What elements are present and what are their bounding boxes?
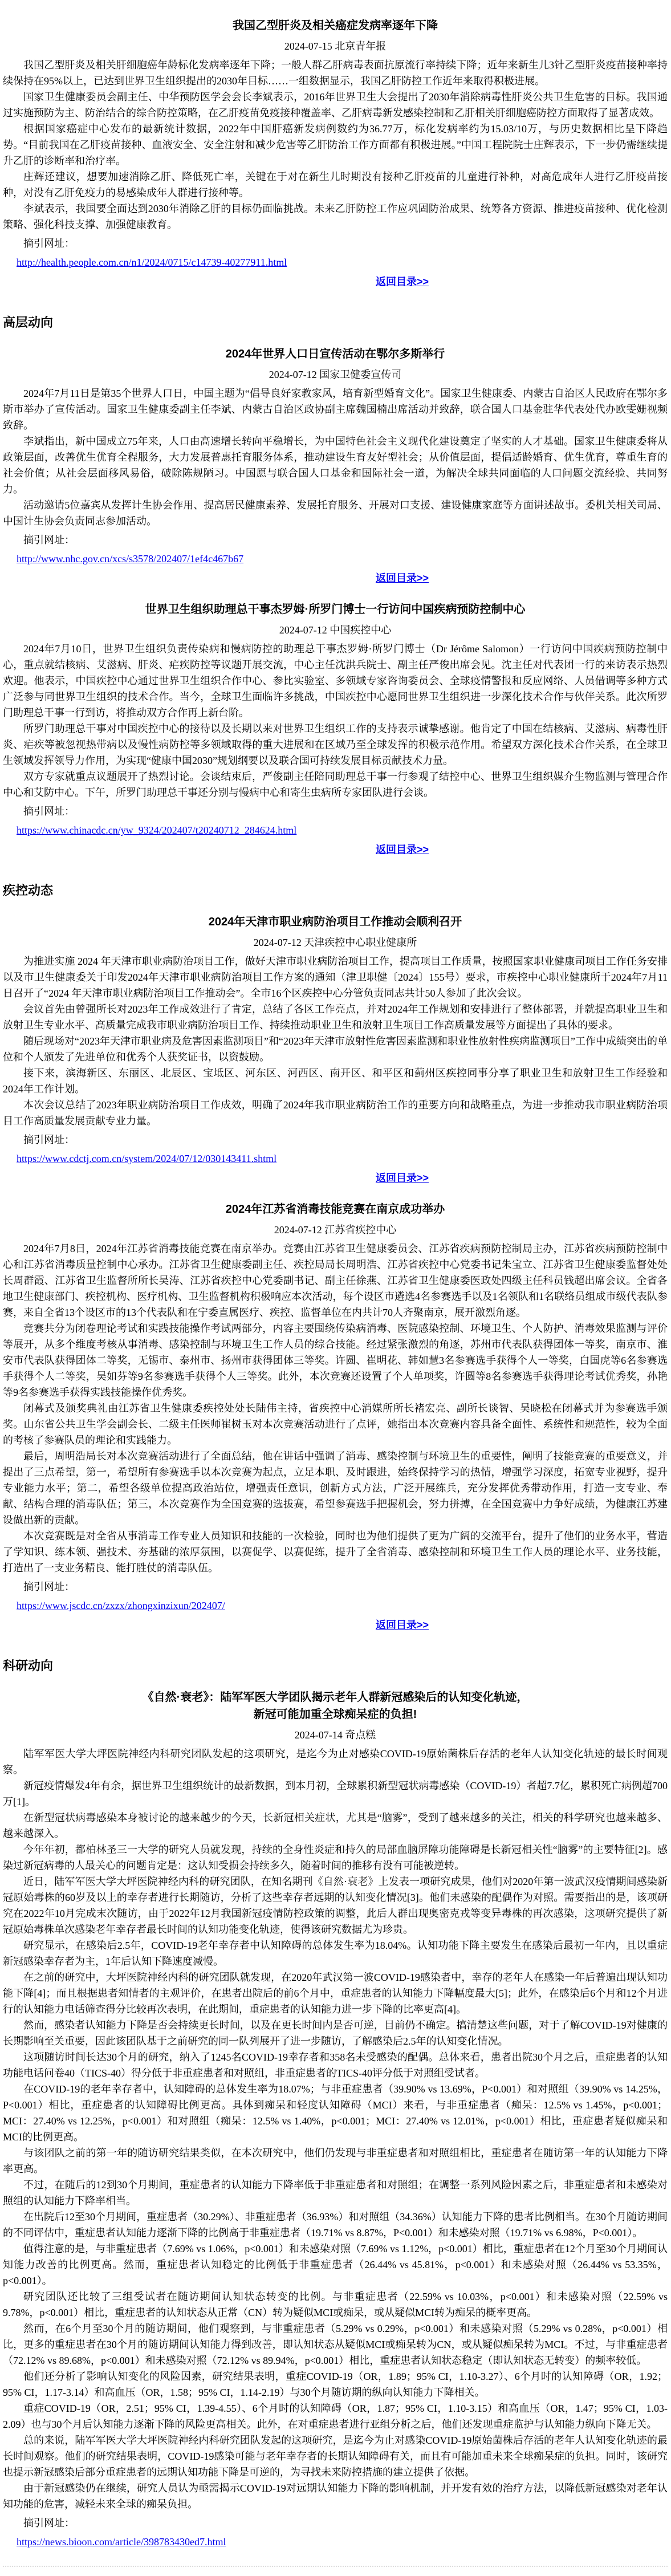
paragraph: 不过，在随后的12到30个月期间，重症患者的认知能力下降率低于非重症患者和对照组；在调整一系列风险因素之后，非重症患者和未感染对照组的认知能力下降率相当。	[3, 2179, 668, 2207]
article-body	[3, 57, 668, 233]
source-label: 摘引网址：	[23, 1134, 75, 1145]
article-title	[3, 1201, 668, 1218]
paragraph: 最后，周明浩局长对本次竞赛活动进行了全面总结，他在讲话中强调了消毒、感染控制与环境卫生的重要性，阐明了技能竞赛的重要意义，并提出了三点希望，第一，希望所有参赛选手以本次竞赛为起点，立足本职、及时跟进，始终保持学习的热情，增强学习深度，拓宽专业视野，提升专业能力水平；第二，希望各级单位提高政治站位，增强责任意识，创新方式方法，广泛开展练兵，充分发挥优秀带动作用，打造一支专业、奉献、结构合理的消毒队伍；第三，本次竞赛作为全国竞赛的选拔赛，希望参赛选手把握机会，努力拼搏，在全国竞赛中力争好成绩，为健康江苏建设做出新的贡献。	[3, 1450, 668, 1526]
article-date: 2024-07-12 中国疾控中心	[279, 624, 392, 636]
source-url-link[interactable]: http://health.people.com.cn/n1/2024/0715/c14739-40277911.html	[17, 257, 287, 268]
back-to-toc-line	[3, 274, 668, 290]
article	[3, 913, 668, 1186]
paragraph: 国家卫生健康委员会副主任、中华预防医学会会长李斌表示，2016年世界卫生大会提出了2030年消除病毒性肝炎公共卫生危害的目标。我国通过实施预防为主、防治结合的综合防控策略，在乙肝疫苗免疫接种覆盖率、乙肝病毒新发感染控制和乙肝相关肝细胞癌防控方面取得了显著成效。	[3, 91, 668, 119]
paragraph: 今年年初，都柏林圣三一大学的研究人员就发现，持续的全身性炎症和持久的局部血脑屏障功能障碍是长新冠相关性“脑雾”的主要特征[2]。感染过新冠病毒的人最关心的问题肯定是：这认知受损会持续多久，随着时间的推移有没有可能被逆转。	[3, 1844, 668, 1871]
paragraph: 为推进实施 2024 年天津市职业病防治项目工作，做好天津市职业病防治项目工作，提高项目工作质量，按照国家职业健康司项目工作任务安排以及市卫生健康委关于印发2024年天津市职业病防治项目工作方案的通知（津卫职健〔2024〕155号）要求，市疾控中心职业健康所于2024年7月11日召开了“2024 年天津市职业病防治项目工作推动会”。全市16个区疾控中心分管负责同志共计50人参加了此次会议。	[3, 956, 668, 999]
paragraph: 闭幕式及颁奖典礼由江苏省卫生健康委疾控处处长陆伟主持，省疾控中心消媒所所长褚宏亮、副所长谈智、吴晓松在闭幕式并为参赛选手颁奖。山东省公共卫生学会副会长、二级主任医师崔树玉对本次竞赛活动进行了点评，她指出本次竞赛内容具备全面性、系统性和规范性，较为全面的考核了参赛队员的理论和实践能力。	[3, 1403, 668, 1446]
article-title	[3, 346, 668, 363]
paragraph: 庄辉还建议，想要加速消除乙肝、降低死亡率，关键在于对在新生儿时期没有接种乙肝疫苗的儿童进行补种，对高危成年人进行乙肝疫苗接种，对没有乙肝免疫力的易感染成年人群进行接种等。	[3, 171, 668, 198]
source-url-link[interactable]: https://www.chinacdc.cn/yw_9324/202407/t20240712_284624.html	[17, 824, 297, 836]
source-url-link[interactable]: https://www.jscdc.cn/zxzx/zhongxinzixun/202407/	[17, 1600, 225, 1611]
section-header: 高层动向	[3, 315, 54, 330]
back-to-toc-link[interactable]: 返回目录>>	[375, 1172, 429, 1184]
article	[3, 346, 668, 586]
paragraph: 会议首先由曾强所长对2023年工作成效进行了肯定，总结了各区工作亮点，并对2024年工作规划和安排进行了整体部署，并就提高职业卫生和放射卫生专业水平、高质量完成我市职业病防治项目工作、持续推动职业卫生和放射卫生项目工作高质量发展等方面提出了具体的要求。	[3, 1003, 668, 1031]
source-url-line	[3, 2534, 668, 2550]
source-url-line	[3, 1151, 668, 1167]
article-title-line: 2024年世界人口日宣传活动在鄂尔多斯举行	[225, 348, 445, 360]
paragraph: 在之前的研究中，大坪医院神经内科的研究团队就发现，在2020年武汉第一波COVID-19感染者中，幸存的老年人在感染一年后普遍出现认知功能下降[4]；而且根据患者知情者的主观评价，在患者出院后的前6个月中，重症患者的认知能力下降幅度最大[5]；此外，在感染后6个月和12个月进行的认知能力电话筛查得分比较再次表明，在此期间，重症患者的认知能力进一步下降的比率更高[4]。	[3, 1972, 668, 2015]
source-label: 摘引网址：	[23, 534, 75, 546]
article	[3, 1689, 668, 2550]
bottom-separator	[3, 2566, 668, 2567]
paragraph: 新冠疫情爆发4年有余，据世界卫生组织统计的最新数据，到本月初，全球累积新型冠状病毒感染（COVID-19）者超7.7亿，累积死亡病例超700万[1]。	[3, 1780, 668, 1807]
paragraph: 我国乙型肝炎及相关肝细胞癌年龄标化发病率逐年下降；一般人群乙肝病毒表面抗原流行率持续下降；近年来新生儿3针乙型肝炎疫苗接种率持续保持在95%以上，已达到世界卫生组织提出的2030年目标……一组数据显示，我国乙肝防控工作近年来取得积极进展。	[3, 59, 668, 87]
source-url-line	[3, 551, 668, 567]
paragraph: 重症COVID-19（OR，2.51；95% CI，1.39-4.55）、6个月时的认知障碍（OR，1.87；95% CI，1.10-3.15）和高血压（OR，1.47；95% CI，1.03-2.09）也与30个月后认知能力逐渐下降的风险更高相关。此外，在对重症患者进行亚组分析之后，他们还发现重症监护与认知能力纵向下降无关。	[3, 2403, 668, 2430]
paragraph: 在出院后12至30个月期间，重症患者（30.29%）、非重症患者（36.93%）和对照组（34.36%）认知能力下降的患者比例相当。在30个月随访期间的不同评估中，重症患者认知能力逐渐下降的比例高于非重症患者（19.71% vs 8.87%，P<0.001）和未感染对照（19.71% vs 6.98%，P<0.001）。	[3, 2211, 668, 2238]
article-title-line: 2024年天津市职业病防治项目工作推动会顺利召开	[208, 916, 462, 928]
paragraph: 然而，感染者认知能力下降是否会持续更长时间，以及在更长时间内是否可逆，目前仍不确定。搞清楚这些问题，对于了解COVID-19对健康的长期影响至关重要，因此该团队基于之前研究的同一队列展开了进一步随访，了解感染后2.5年的认知变化情况。	[3, 2020, 668, 2047]
article-title	[3, 601, 668, 618]
back-to-toc-line	[3, 842, 668, 858]
paragraph: 研究团队还比较了三组受试者在随访期间认知状态转变的比例。与非重症患者（22.59% vs 10.03%，p<0.001）和未感染对照（22.59% vs 9.78%，p<0.001）相比，重症患者的认知状态从正常（CN）转为疑似MCI或痴呆，或从疑似MCI转为痴呆的概率更高。	[3, 2291, 668, 2318]
paragraph: 接下来，滨海新区、东丽区、北辰区、宝坻区、河东区、河西区、南开区、和平区和蓟州区疾控同事分享了职业卫生和放射卫生工作经验和2024年工作计划。	[3, 1067, 668, 1095]
article	[3, 17, 668, 290]
paragraph: 本次竞赛既是对全省从事消毒工作专业人员知识和技能的一次检验，同时也为他们提供了更为广阔的交流平台，提升了他们的业务水平，营造了学知识、练本领、强技术、夯基础的浓厚氛围，以赛促学、以赛促练，提升了全省消毒、感染控制和环境卫生工作人员的理论水平、业务技能，打造出了一支业务精良、能打胜仗的消毒队伍。	[3, 1530, 668, 1574]
paragraph: 2024年7月10日，世界卫生组织负责传染病和慢病防控的助理总干事杰罗姆·所罗门博士（Dr Jérôme Salomon）一行访问中国疾病预防控制中心，重点就结核病、艾滋病、肝炎、疟疾防控等议题开展交流，中心主任沈洪兵院士、副主任严俊出席会见。沈主任对代表团一行的来访表示热烈欢迎。他表示，中国疾控中心通过世界卫生组织合作中心、参比实验室、多领域专家咨询委员会、全球疫情警报和反应网络、人员借调等多种方式广泛参与同世界卫生组织的技术合作。当今，全球卫生面临许多挑战，中国疾控中心愿同世界卫生组织进一步深化技术合作与伙伴关系。此次所罗门助理总干事一行到访，将推动双方合作再上新台阶。	[3, 643, 668, 718]
paragraph: 李斌指出，新中国成立75年来，人口由高速增长转向平稳增长，为中国特色社会主义现代化建设奠定了坚实的人才基础。国家卫生健康委将从政策层面，改善优生优育全程服务，大力发展普惠托育服务体系，推动建设生育友好型社会；从价值层面，提倡适龄婚育、优生优育，尊重生育的社会价值；从社会层面移风易俗，破除陈规陋习。中国愿与联合国人口基金和国际社会一道，为解决全球共同面临的人口问题交流经验、共同努力。	[3, 436, 668, 495]
paragraph: 由于新冠感染仍在继续，研究人员认为亟需揭示COVID-19对远期认知能力下降的影响机制，并开发有效的治疗方法，以降低新冠感染对老年认知功能的危害，减轻未来全球的痴呆负担。	[3, 2482, 668, 2510]
source-url-line	[3, 254, 668, 270]
back-to-toc-link[interactable]: 返回目录>>	[375, 276, 429, 287]
paragraph: 陆军军医大学大坪医院神经内科研究团队发起的这项研究，是迄今为止对感染COVID-19原始菌株后存活的老年人认知变化轨迹的最长时间观察。	[3, 1748, 668, 1775]
section-header: 疾控动态	[3, 883, 54, 897]
back-to-toc-line	[3, 1170, 668, 1186]
article-date: 2024-07-12 天津疾控中心职业健康所	[253, 937, 417, 948]
newsletter-content	[3, 17, 668, 2550]
back-to-toc-link[interactable]: 返回目录>>	[375, 572, 429, 584]
article-title	[3, 17, 668, 34]
article-title-line: 2024年江苏省消毒技能竞赛在南京成功举办	[225, 1203, 445, 1216]
paragraph: 竞赛共分为闭卷理论考试和实践技能操作考试两部分，内容主要围绕传染病消毒、医院感染控制、环境卫生、个人防护、消毒效果监测与评价等展开，从多个维度考核从事消毒、感染控制与环境卫生工作人员的综合技能。经过紧张激烈的角逐，苏州市代表队获得团体一等奖，南京市、淮安市代表队获得团体二等奖，无锡市、泰州市、扬州市获得团体三等奖。许圆、崔明花、韩如慧3名参赛选手获得个人一等奖，白国虎等6名参赛选手获得个人二等奖，吴如芬等9名参赛选手获得个人三等奖。此外，本次竞赛还设置了个人单项奖，许圆等8名参赛选手获得理论考试优秀奖，孙艳等9名参赛选手获得实践技能操作优秀奖。	[3, 1323, 668, 1398]
paragraph: 与该团队之前的第一年的随访研究结果类似，在本次研究中，他们仍发现与非重症患者和对照组相比，重症患者在随访第一年的认知能力下降率更高。	[3, 2147, 668, 2175]
source-label: 摘引网址：	[23, 2517, 75, 2529]
article-date: 2024-07-14 奇点糕	[294, 1729, 376, 1741]
paragraph: 在COVID-19的老年幸存者中，认知障碍的总体发生率为18.07%；与非重症患者（39.90% vs 13.69%，P<0.001）和对照组（39.90% vs 14.25%，P<0.001）相比，重症患者的认知障碍比例更高。具体到痴呆和轻度认知障碍（MCI）来看，与非重症患者（痴呆：12.5% vs 1.45%，p<0.001；MCI：27.40% vs 12.25%，p<0.001）和对照组（痴呆：12.5% vs 1.40%，p<0.001；MCI：27.40% vs 12.01%，p<0.001）相比，重症患者疑似痴呆和MCI的比例更高。	[3, 2083, 668, 2143]
paragraph: 这项随访时间长达30个月的研究，纳入了1245名COVID-19幸存者和358名未受感染的配偶。总体来看，患者出院30个月之后，重症患者的认知功能电话问卷40（TICS-40）得分低于非重症患者和对照组，非重症患者的TICS-40评分低于对照组受试者。	[3, 2051, 668, 2079]
article-body	[3, 385, 668, 529]
article-title	[3, 1689, 668, 1723]
paragraph: 本次会议总结了2023年职业病防治项目工作成效，明确了2024年我市职业病防治工作的重要方向和战略重点，为进一步推动我市职业病防治项目工作高质量发展贡献专业力量。	[3, 1099, 668, 1127]
back-to-toc-link[interactable]: 返回目录>>	[375, 844, 429, 855]
back-to-toc-line	[3, 570, 668, 586]
paragraph: 李斌表示，我国要全面达到2030年消除乙肝的目标仍面临挑战。未来乙肝防控工作应巩固防治成果、统筹各方资源、推进疫苗接种、优化检测策略、强化科技支撑、加强健康教育。	[3, 203, 668, 230]
article-date: 2024-07-12 国家卫健委宣传司	[269, 369, 402, 380]
article-title-line: 《自然·衰老》：陆军军医大学团队揭示老年人群新冠感染后的认知变化轨迹，	[142, 1691, 528, 1704]
paragraph: 值得注意的是，与非重症患者（7.69% vs 1.06%，p<0.001）和未感染对照（7.69% vs 1.12%，p<0.001）相比，重症患者在12个月至30个月期间认知能力改善的比例更高。然而，重症患者认知稳定的比例低于非重症患者（26.44% vs 45.81%，p<0.001）和未感染对照（26.44% vs 53.35%，p<0.001）。	[3, 2243, 668, 2286]
back-to-toc-line	[3, 1617, 668, 1633]
paragraph: 双方专家就重点议题展开了热烈讨论。会谈结束后，严俊副主任陪同助理总干事一行参观了结控中心、世界卫生组织媒介生物监测与管理合作中心和艾防中心。下午，所罗门助理总干事还分别与慢病中心和寄生虫病所专家团队进行会谈。	[3, 771, 668, 798]
paragraph: 研究显示，在感染后2.5年，COVID-19老年幸存者中认知障碍的总体发生率为18.04%。认知功能下降主要发生在感染后最初一年内，且以重症新冠感染幸存者为主，1年后认知下降速度减慢。	[3, 1940, 668, 1967]
paragraph: 在新型冠状病毒感染本身被讨论的越来越少的今天，长新冠相关症状，尤其是“脑雾”，受到了越来越多的关注，相关的科学研究也越来越多、越来越深入。	[3, 1812, 668, 1839]
source-url-link[interactable]: http://www.nhc.gov.cn/xcs/s3578/202407/1ef4c467b67	[17, 553, 244, 564]
paragraph: 所罗门助理总干事对中国疾控中心的接待以及长期以来对世界卫生组织工作的支持表示诚挚感谢。他肯定了中国在结核病、艾滋病、病毒性肝炎、疟疾等被忽视热带病以及慢性病防控等多领域取得的重大进展和在区域乃至全球发挥的积极示范作用。希望双方深化技术合作关系，在全球卫生领域发挥领导力作用，为实现“健康中国2030”规划纲要以及联合国可持续发展目标贡献技术力量。	[3, 723, 668, 766]
article-title	[3, 913, 668, 931]
paragraph: 他们还分析了影响认知变化的风险因素，研究结果表明，重症COVID-19（OR，1.89；95% CI，1.10-3.27）、6个月时的认知障碍（OR，1.92；95% CI，1.17-3.14）和高血压（OR，1.58；95% CI，1.14-2.19）与30个月随访期的纵向认知能力下降相关。	[3, 2371, 668, 2398]
article	[3, 601, 668, 858]
article	[3, 1201, 668, 1633]
article-title-line: 新冠可能加重全球痴呆症的负担!	[253, 1708, 417, 1721]
article-body	[3, 641, 668, 801]
article-date: 2024-07-12 江苏省疾控中心	[274, 1224, 397, 1236]
article-title-line: 我国乙型肝炎及相关癌症发病率逐年下降	[233, 19, 438, 32]
paragraph: 随后现场对“2023年天津市职业病及危害因素监测项目”和“2023年天津市放射性危害因素监测和职业性放射性疾病监测项目”工作中成绩突出的单位和个人颁发了先进单位和优秀个人获奖证书，以资鼓励。	[3, 1035, 668, 1063]
section-header: 科研动向	[3, 1659, 54, 1673]
source-label: 摘引网址：	[23, 1581, 75, 1592]
paragraph: 然而，在6个月至30个月的随访期间，他们观察到，与非重症患者（5.29% vs 0.29%，p<0.001）和未感染对照（5.29% vs 0.28%，p<0.001）相比，更多的重症患者在30个月的随访期间认知能力得到改善，即认知状态从疑似MCI或痴呆转为CN，或从疑似痴呆转为MCI。不过，与非重症患者（72.12% vs 89.68%，p<0.001）和未感染对照（72.12% vs 89.94%，p<0.001）相比，重症患者认知状态稳定（即认知状态无转变）的频率较低。	[3, 2323, 668, 2366]
article-body	[3, 1746, 668, 2512]
article-body	[3, 953, 668, 1129]
back-to-toc-link[interactable]: 返回目录>>	[375, 1619, 429, 1631]
source-label: 摘引网址：	[23, 238, 75, 249]
paragraph: 活动邀请5位嘉宾从发挥计生协会作用、提高居民健康素养、发展托育服务、开展对口支援、建设健康家庭等方面讲述故事。委机关相关司局、中国计生协会负责同志参加活动。	[3, 499, 668, 527]
article-body	[3, 1241, 668, 1576]
source-url-line	[3, 822, 668, 838]
article-title-line: 世界卫生组织助理总干事杰罗姆·所罗门博士一行访问中国疾病预防控制中心	[145, 603, 526, 616]
article-date: 2024-07-15 北京青年报	[284, 40, 387, 52]
source-url-link[interactable]: https://www.cdctj.com.cn/system/2024/07/12/030143411.shtml	[17, 1153, 277, 1164]
paragraph: 近日，陆军军医大学大坪医院神经内科的研究团队，在知名期刊《自然·衰老》上发表一项研究成果，他们对2020年第一波武汉疫情期间感染新冠原始毒株的60岁及以上的幸存者进行长期随访，分析了这些幸存者远期的认知变化情况[3]。他们未感染的配偶作为对照。需要指出的是，该项研究在2022年10月完成末次随访，由于2022年12月我国新冠疫情防控政策的调整，此后人群出现奥密克戎等变异毒株的再次感染，这项研究提供了新冠原始毒株单次感染老年幸存者最长时间的认知功能变化轨迹，使得该研究数据尤为珍贵。	[3, 1876, 668, 1935]
paragraph: 2024年7月11日是第35个世界人口日，中国主题为“倡导良好家教家风，培育新型婚育文化”。国家卫生健康委、内蒙古自治区人民政府在鄂尔多斯市举办了宣传活动。国家卫生健康委副主任李斌、内蒙古自治区政协副主席魏国楠出席活动并致辞，联合国人口基金驻华代表处代办欧雯姗视频致辞。	[3, 388, 668, 431]
source-url-link[interactable]: https://news.bioon.com/article/398783430ed7.html	[17, 2536, 226, 2547]
paragraph: 总的来说，陆军军医大学大坪医院神经内科研究团队发起的这项研究，是迄今为止对感染COVID-19原始菌株后存活的老年人认知变化轨迹的最长时间观察。他们的研究结果表明，COVID-19感染可能与老年幸存者的长期认知障碍有关，而且有可能加重未来全球痴呆症的负担。同时，该研究也提示新冠感染后部分重症患者的远期认知功能下降是可逆的，为寻找未来防控措施的建立提供了依据。	[3, 2435, 668, 2478]
source-url-line	[3, 1598, 668, 1614]
source-label: 摘引网址：	[23, 806, 75, 817]
paragraph: 2024年7月8日，2024年江苏省消毒技能竞赛在南京举办。竞赛由江苏省卫生健康委员会、江苏省疾病预防控制局主办，江苏省疾病预防控制中心和江苏省消毒质量控制中心承办。江苏省卫生健康委副主任、疾控局局长周明浩、江苏省疾控中心党委书记朱宝立、江苏省卫生健康委监督处处长周群霞、江苏省卫生监督所所长吴涛、江苏省疾控中心党委副书记、副主任徐燕、江苏省卫生健康委医政处四级主任科员钱超出席会议。全省各地卫生健康部门、疾控机构、医疗机构、卫生监督机构积极响应本次活动，每个设区市遴选4名参赛选手以及1名领队和1名联络员组成市级代表队参赛，来自全省13个设区市的13个代表队和在宁委直属医疗、疾控、监督单位在内共计70人齐聚南京，展开激烈角逐。	[3, 1243, 668, 1318]
paragraph: 根据国家癌症中心发布的最新统计数据，2022年中国肝癌新发病例数约为36.77万，标化发病率约为15.03/10万，与历史数据相比呈下降趋势。“目前我国在乙肝疫苗接种、血液安全、安全注射和减少危害等乙肝防治工作方面都有积极进展。”中国工程院院士庄辉表示，下一步仍需继续提升乙肝的诊断率和治疗率。	[3, 123, 668, 166]
